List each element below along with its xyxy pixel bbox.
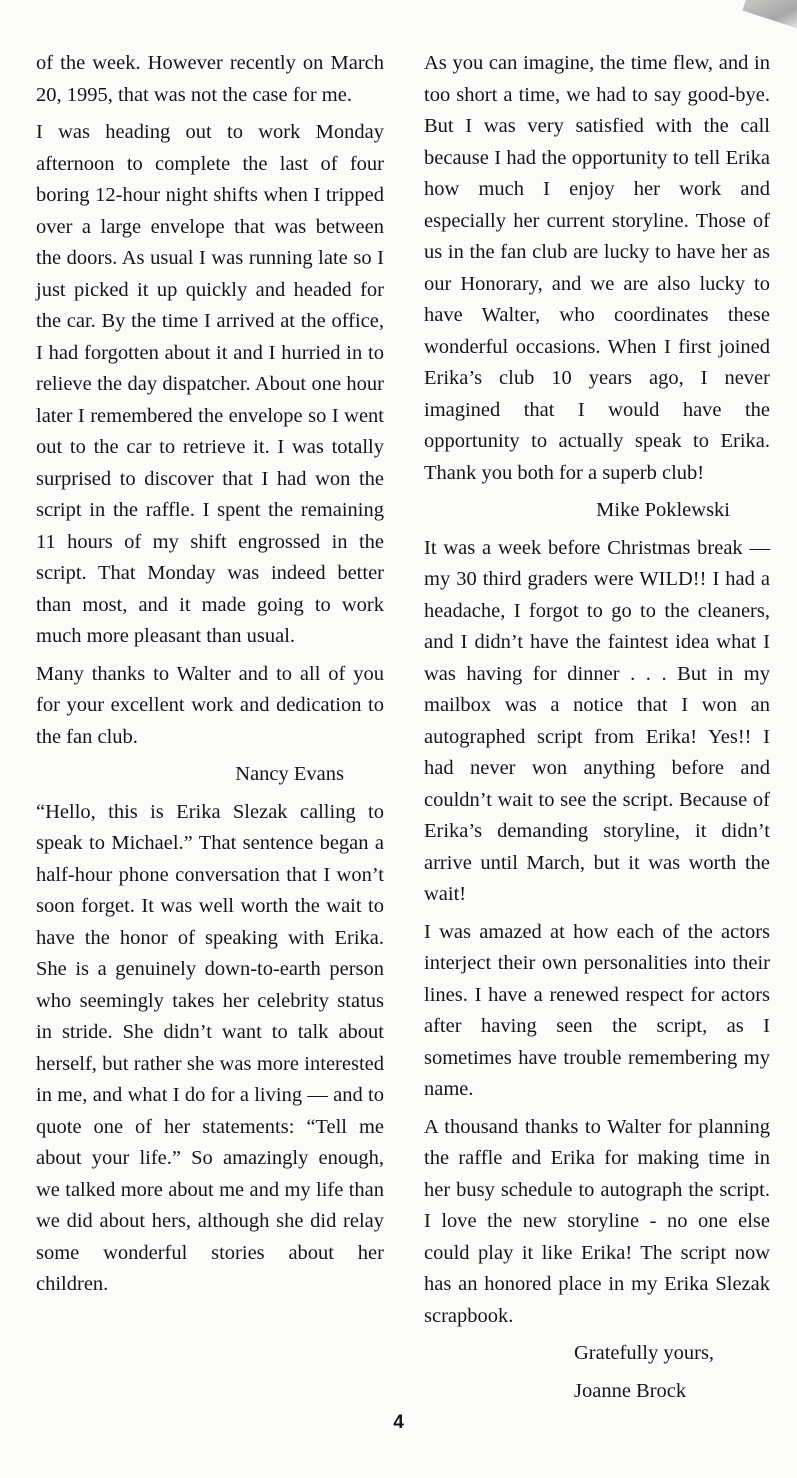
left-paragraph-3: Many thanks to Walter and to all of you for your excellent work and dedication to the fan club. — [36, 662, 384, 748]
closing-line: Gratefully yours, — [574, 1342, 715, 1364]
right-paragraph-2: It was a week before Christmas break — my 30 third graders were WILD!! I had a headache, I forgot to go to the cleaners, and I didn’t have the faintest idea what I was having for dinner . . . But in my mailbox was a notice that I won an autographed script from Erika! Yes!! I had never won anything before and couldn’t wait to see the script. Because of Erika’s demanding storyline, it didn’t arrive until March, but it was worth the wait! — [424, 536, 770, 905]
signature-mike-poklewski: Mike Poklewski — [596, 499, 730, 521]
signature-joanne-brock: Joanne Brock — [574, 1379, 687, 1402]
page-corner-shadow — [742, 0, 797, 32]
left-paragraph-1: of the week. However recently on March 20, 1995, that was not the case for me. — [36, 52, 384, 106]
left-paragraph-2: I was heading out to work Monday afternoon to complete the last of four boring 12-hour night shifts when I tripped over a large envelope that was between the doors. As usual I was running late so I just picked it up quickly and headed for the car. By the time I arrived at the office, I had forgotten about it and I hurried in to relieve the day dispatcher. About one hour later I remembered the envelope so I went out to the car to retrieve it. I was totally surprised to discover that I had won the script in the raffle. I spent the remaining 11 hours of my shift engrossed in the script. That Monday was indeed better than most, and it made going to work much more pleasant than usual. — [36, 121, 384, 647]
right-paragraph-1: As you can imagine, the time flew, and in too short a time, we had to say good-bye. But I was very satisfied with the call because I had the opportunity to tell Erika how much I enjoy her work and especially her current storyline. Those of us in the fan club are lucky to have her as our Honorary, and we are also lucky to have Walter, who coordinates these wonderful occasions. When I first joined Erika’s club 10 years ago, I never imagined that I would have the opportunity to actually speak to Erika. Thank you both for a superb club! — [424, 52, 770, 484]
right-column — [424, 48, 770, 1413]
right-paragraph-3: I was amazed at how each of the actors interject their own personalities into their lines. I have a renewed respect for actors after having seen the script, as I sometimes have trouble remembering my name. — [424, 920, 770, 1100]
signature-nancy-evans: Nancy Evans — [235, 763, 344, 785]
left-paragraph-4: “Hello, this is Erika Slezak calling to speak to Michael.” That sentence began a half-hour phone conversation that I won’t soon forget. It was well worth the wait to have the honor of speaking with Erika. She is a genuinely down-to-earth person who seemingly takes her celebrity status in stride. She didn’t want to talk about herself, but rather she was more interested in me, and what I do for a living — and to quote one of her statements: “Tell me about your life.” So amazingly enough, we talked more about me and my life than we did about hers, although she did relay some wonderful stories about her children. — [36, 800, 384, 1295]
left-column — [36, 48, 384, 1307]
page-number: 4 — [393, 1412, 404, 1433]
right-paragraph-4: A thousand thanks to Walter for planning the raffle and Erika for making time in her busy schedule to autograph the script. I love the new storyline - no one else could play it like Erika! The script now has an honored place in my Erika Slezak scrapbook. — [424, 1115, 770, 1327]
